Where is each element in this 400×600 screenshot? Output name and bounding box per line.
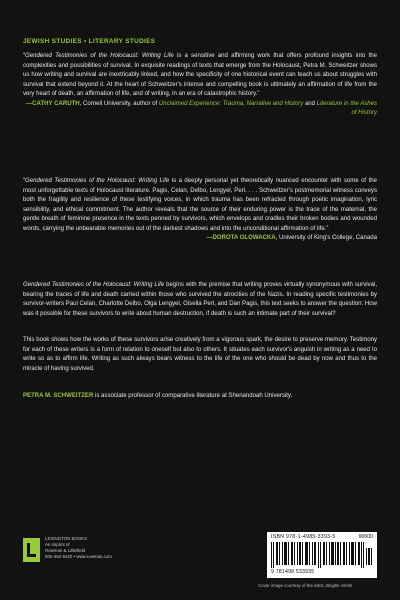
description-text: begins with the premise that writing proves virtually synonymous with survival, bearing the traces of life and death carried within those who survived the atrocities of the Nazis. In reading specific testimonies by survivor-writers Paul Celan, Charlotte Delbo, Olga Lengyel, Gisella Perl, and Dan Pagis, this text seeks to answer the question: How was it possible for these survivors to write about human destruction, if death is such an intimate part of their survival?: [23, 282, 377, 317]
open-quote: “: [23, 178, 26, 184]
attribution-affiliation: , University of King's College, Canada: [275, 235, 377, 242]
barcode-panel: [267, 532, 377, 578]
price-code: 90000: [358, 534, 373, 540]
blurb-attribution: [23, 100, 377, 119]
blurb-text: is a deeply personal yet theoretically nuanced encounter with some of the most unforgettable texts of Holocaust literature. Pagis, Celan, Delbo, Lengyel, Perl. . . . Schweitzer's postmemorial witness conveys both the fragility and resilience of these testifying voices, in which trauma has been refracted through poetic imagination, lyric sensibility, and ethical commitment. The author reveals that the source of their enduring power is the trace of the maternal, the gentle breath of feminine presence in the texts penned by survivors, which envelops and cradles their broken bodies and wounded words, carrying the unbearable memories out of the darkest shadows and into the unconditional affirmation of life.”: [23, 178, 377, 232]
open-quote: “: [23, 53, 26, 59]
bio-text: is associate professor of comparative literature at Shenandoah University.: [93, 393, 293, 399]
publisher-logo-icon: [23, 538, 40, 562]
attribution-affiliation: , Cornell University, author of: [79, 100, 159, 107]
description-paragraph: This book shows how the works of these survivors arise creatively from a vigorous spark, the desire to preserve memory. Testimony for each of these writers is a form of relation to oneself but also to others. It situates each survivor's anguish in writing as a need to write so as to affirm life. Writing as such always bears witness to the life of the one who should be dead by now and thus to the miracle of having survived.: [23, 337, 377, 372]
publisher-name: LEXINGTON BOOKS: [45, 536, 88, 541]
attribution-conjunction: and: [303, 100, 317, 107]
book-title: Gendered Testimonies of the Holocaust: Writing Life: [25, 178, 170, 184]
publisher-info: [45, 536, 112, 560]
author-name: PETRA M. SCHWEITZER: [23, 393, 94, 399]
attribution-name: —DOROTA GLOWACKA: [206, 235, 276, 242]
publisher-contact: 800-462-6420 • www.rowman.com: [45, 554, 112, 559]
publisher-line: An imprint of: [45, 542, 70, 547]
blurb-attribution: [23, 234, 377, 244]
cover-credit: Cover image courtesy of the artist, Brigitte Smith.: [258, 583, 354, 588]
category-label: JEWISH STUDIES • LITERARY STUDIES: [23, 38, 156, 45]
book-title: Gendered Testimonies of the Holocaust: Writing Life: [23, 282, 165, 288]
blurb-caruth: [23, 52, 377, 119]
attribution-work: Literature in the Ashes of History: [316, 100, 377, 117]
attribution-work: Unclaimed Experience: Trauma, Narrative and History: [158, 100, 304, 107]
publisher-line: Rowman & Littlefield: [45, 548, 86, 553]
blurb-glowacka: [23, 177, 377, 244]
attribution-name: —CATHY CARUTH: [26, 100, 80, 107]
description-paragraph: [23, 281, 377, 319]
barcode-number: 9 781498 533935: [271, 569, 315, 575]
book-title: Gendered Testimonies of the Holocaust: Writing Life: [25, 53, 174, 59]
barcode-icon: [271, 542, 373, 568]
blurb-text: is a sensitive and affirming work that offers profound insights into the complexities and possibilities of survival. In exquisite readings of texts that emerge from the Holocaust, Petra M. Schweitzer shows us how writing and survival are inextricably linked, and how the specificity of one historical event can teach us about struggles with survival that extend beyond it. At the heart of Schweitzer's intense and compelling book is ultimately an affirmation of life from the very heart of death, an affirmation of life, and of writing, in an era of catastrophic history.”: [23, 53, 377, 98]
author-bio: [23, 392, 377, 402]
isbn-label: ISBN 978-1-4985-3393-5: [271, 534, 336, 540]
